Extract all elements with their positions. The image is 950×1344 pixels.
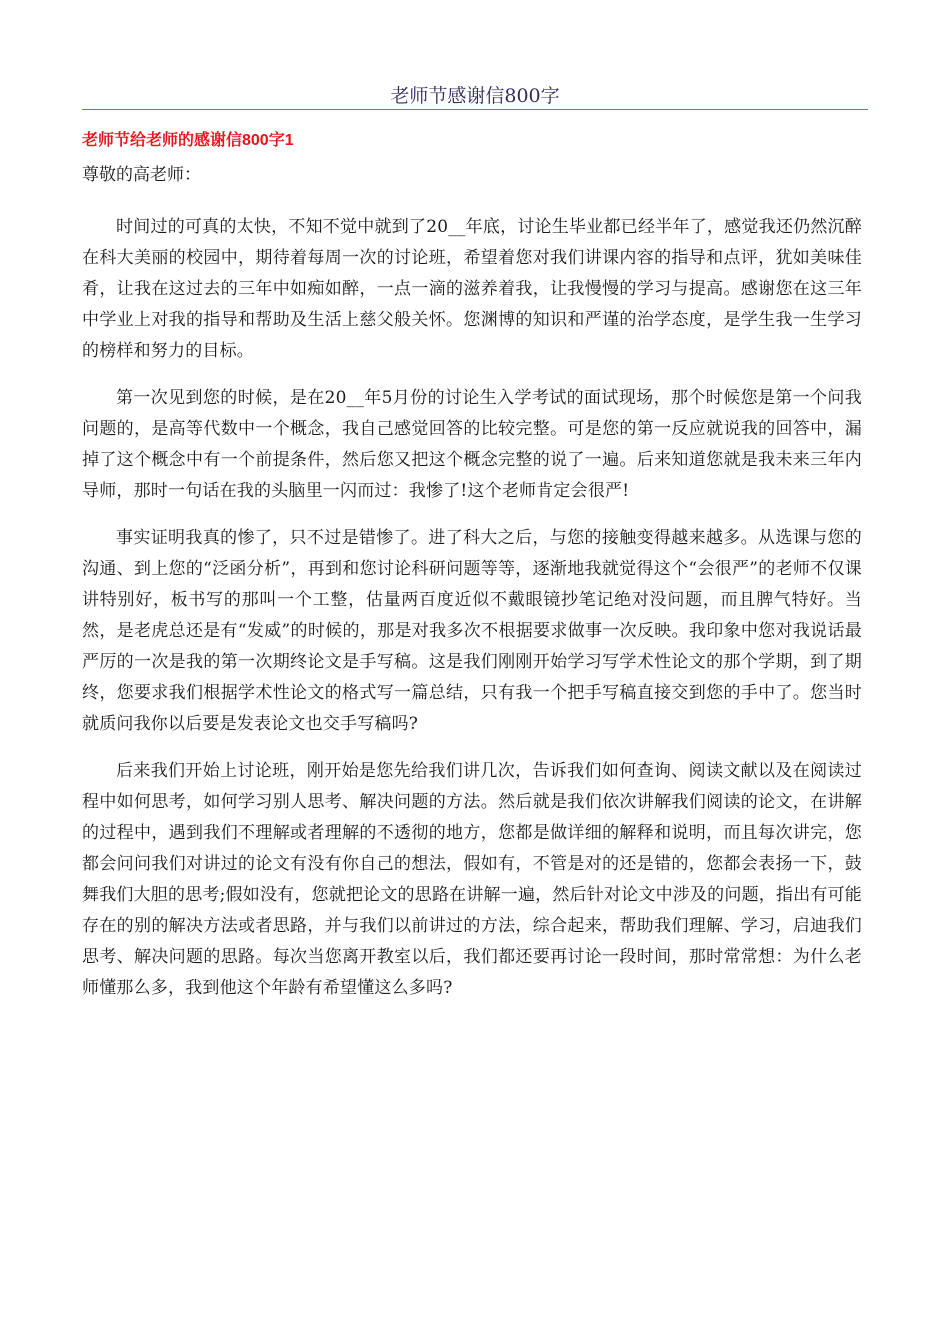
- header-divider: [82, 109, 868, 110]
- letter-body: [82, 212, 862, 1020]
- letter-paragraph: 第一次见到您的时候，是在20__年5月份的讨论生入学考试的面试现场，那个时候您是第一个问我问题的，是高等代数中一个概念，我自己感觉回答的比较完整。可是您的第一反应就说我的回答中，漏掉了这个概念中有一个前提条件，然后您又把这个概念完整的说了一遍。后来知道您就是我未来三年内导师，那时一句话在我的头脑里一闪而过：我惨了!这个老师肯定会很严!: [82, 388, 862, 501]
- letter-paragraph: 时间过的可真的太快，不知不觉中就到了20__年底，讨论生毕业都已经半年了，感觉我还仍然沉醉在科大美丽的校园中，期待着每周一次的讨论班，希望着您对我们讲课内容的指导和点评，犹如美味佳肴，让我在这过去的三年中如痴如醉，一点一滴的滋养着我，让我慢慢的学习与提高。感谢您在这三年中学业上对我的指导和帮助及生活上慈父般关怀。您渊博的知识和严谨的治学态度，是学生我一生学习的榜样和努力的目标。: [82, 217, 862, 361]
- letter-paragraph: 后来我们开始上讨论班，刚开始是您先给我们讲几次，告诉我们如何查询、阅读文献以及在阅读过程中如何思考，如何学习别人思考、解决问题的方法。然后就是我们依次讲解我们阅读的论文，在讲解的过程中，遇到我们不理解或者理解的不透彻的地方，您都是做详细的解释和说明，而且每次讲完，您都会问问我们对讲过的论文有没有你自己的想法，假如有，不管是对的还是错的，您都会表扬一下，鼓舞我们大胆的思考;假如没有，您就把论文的思路在讲解一遍，然后针对论文中涉及的问题，指出有可能存在的别的解决方法或者思路，并与我们以前讲过的方法，综合起来，帮助我们理解、学习，启迪我们思考、解决问题的思路。每次当您离开教室以后，我们都还要再讨论一段时间，那时常常想：为什么老师懂那么多，我到他这个年龄有希望懂这么多吗?: [82, 761, 862, 998]
- letter-paragraph: 事实证明我真的惨了，只不过是错惨了。进了科大之后，与您的接触变得越来越多。从选课与您的沟通、到上您的“泛函分析”，再到和您讨论科研问题等等，逐渐地我就觉得这个“会很严”的老师不仅课讲特别好，板书写的那叫一个工整，估量两百度近似不戴眼镜抄笔记绝对没问题，而且脾气特好。当然，是老虎总还是有“发威”的时候的，那是对我多次不根据要求做事一次反映。我印象中您对我说话最严厉的一次是我的第一次期终论文是手写稿。这是我们刚刚开始学习写学术性论文的那个学期，到了期终，您要求我们根据学术性论文的格式写一篇总结，只有我一个把手写稿直接交到您的手中了。您当时就质问我你以后要是发表论文也交手写稿吗?: [82, 528, 862, 734]
- letter-salutation: 尊敬的高老师：: [82, 165, 201, 185]
- section-heading: 老师节给老师的感谢信800字1: [82, 132, 294, 149]
- document-header-title: 老师节感谢信800字: [390, 85, 560, 107]
